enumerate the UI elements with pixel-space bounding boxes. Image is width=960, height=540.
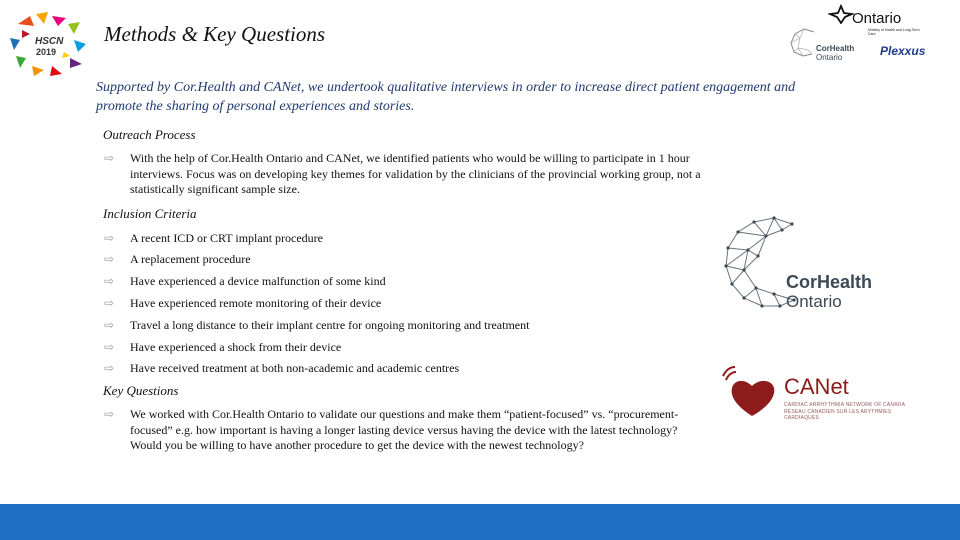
arrow-bullet-icon: ⇨	[104, 318, 115, 332]
arrow-bullet-icon: ⇨	[104, 252, 115, 266]
arrow-bullet-icon: ⇨	[104, 340, 115, 354]
hscn-logo-text-1: HSCN	[35, 36, 64, 47]
inclusion-bullet-text: Have experienced remote monitoring of their device	[130, 296, 382, 310]
corhealth-logo-large	[722, 216, 892, 316]
canet-tagline-1: CARDIAC ARRHYTHMIA NETWORK OF CANADA	[784, 402, 906, 408]
outreach-bullet-text: With the help of Cor.Health Ontario and CANet, we identified patients who would be willing to participate in 1 hour interviews. Focus was on developing key themes for validation by the clinicians of the provincial working group, not a statistically significant sample size.	[130, 151, 701, 196]
inclusion-bullet	[104, 296, 704, 312]
arrow-bullet-icon: ⇨	[104, 231, 115, 245]
intro-paragraph: Supported by Cor.Health and CANet, we undertook qualitative interviews in order to increase direct patient engagement and promote the sharing of personal experiences and stories.	[96, 80, 796, 114]
plexxus-logo: Plexxus	[880, 44, 926, 58]
inclusion-bullet	[104, 361, 704, 377]
arrow-bullet-icon: ⇨	[104, 274, 115, 288]
canet-tagline-2: RÉSEAU CANADIEN SUR LES ARYTHMIES CARDIAQUES	[784, 409, 892, 421]
page-title: Methods & Key Questions	[104, 22, 326, 46]
corhealth-large-text-1: CorHealth	[786, 272, 873, 292]
inclusion-bullet	[104, 340, 704, 356]
inclusion-bullet	[104, 318, 704, 334]
ontario-ministry-text: Ministry of Health and Long-Term Care	[868, 28, 920, 36]
inclusion-bullet-text: A recent ICD or CRT implant procedure	[130, 231, 324, 245]
canet-logo	[722, 364, 922, 420]
questions-bullet-text: We worked with Cor.Health Ontario to validate our questions and make them “patient-focused” vs. “procurement-focused” e.g. how important is having a longer lasting device versus having the device with the latest technology? Would you be willing to have another procedure to get the device with the newest technology?	[130, 407, 679, 452]
inclusion-bullet-text: Have experienced a device malfunction of some kind	[130, 274, 386, 288]
footer-bar	[0, 504, 960, 540]
corhealth-large-text-2: Ontario	[786, 292, 842, 311]
inclusion-bullet	[104, 252, 704, 268]
inclusion-bullet-text: Have received treatment at both non-academic and academic centres	[130, 361, 460, 375]
inclusion-bullet-text: A replacement procedure	[130, 252, 251, 266]
canet-wordmark: CANet	[784, 374, 849, 399]
inclusion-bullet-text: Have experienced a shock from their device	[130, 340, 342, 354]
inclusion-bullet	[104, 274, 704, 290]
inclusion-bullet-text: Travel a long distance to their implant centre for ongoing monitoring and treatment	[130, 318, 530, 332]
arrow-bullet-icon: ⇨	[104, 361, 115, 375]
outreach-bullet	[104, 151, 704, 198]
arrow-bullet-icon: ⇨	[104, 407, 115, 421]
inclusion-heading: Inclusion Criteria	[103, 206, 197, 221]
arrow-bullet-icon: ⇨	[104, 151, 115, 165]
corhealth-small-text-2: Ontario	[816, 53, 843, 62]
trillium-icon	[828, 4, 854, 24]
hscn-logo	[8, 12, 88, 78]
corhealth-logo-small	[788, 24, 860, 66]
hscn-logo-text-2: 2019	[36, 47, 57, 57]
arrow-bullet-icon: ⇨	[104, 296, 115, 310]
outreach-heading: Outreach Process	[103, 127, 196, 142]
questions-bullet	[104, 407, 704, 454]
questions-heading: Key Questions	[103, 383, 179, 398]
corhealth-small-text-1: CorHealth	[816, 44, 855, 53]
ontario-wordmark: Ontario	[852, 10, 902, 27]
canet-heart-icon	[722, 366, 780, 420]
inclusion-bullet	[104, 231, 704, 247]
